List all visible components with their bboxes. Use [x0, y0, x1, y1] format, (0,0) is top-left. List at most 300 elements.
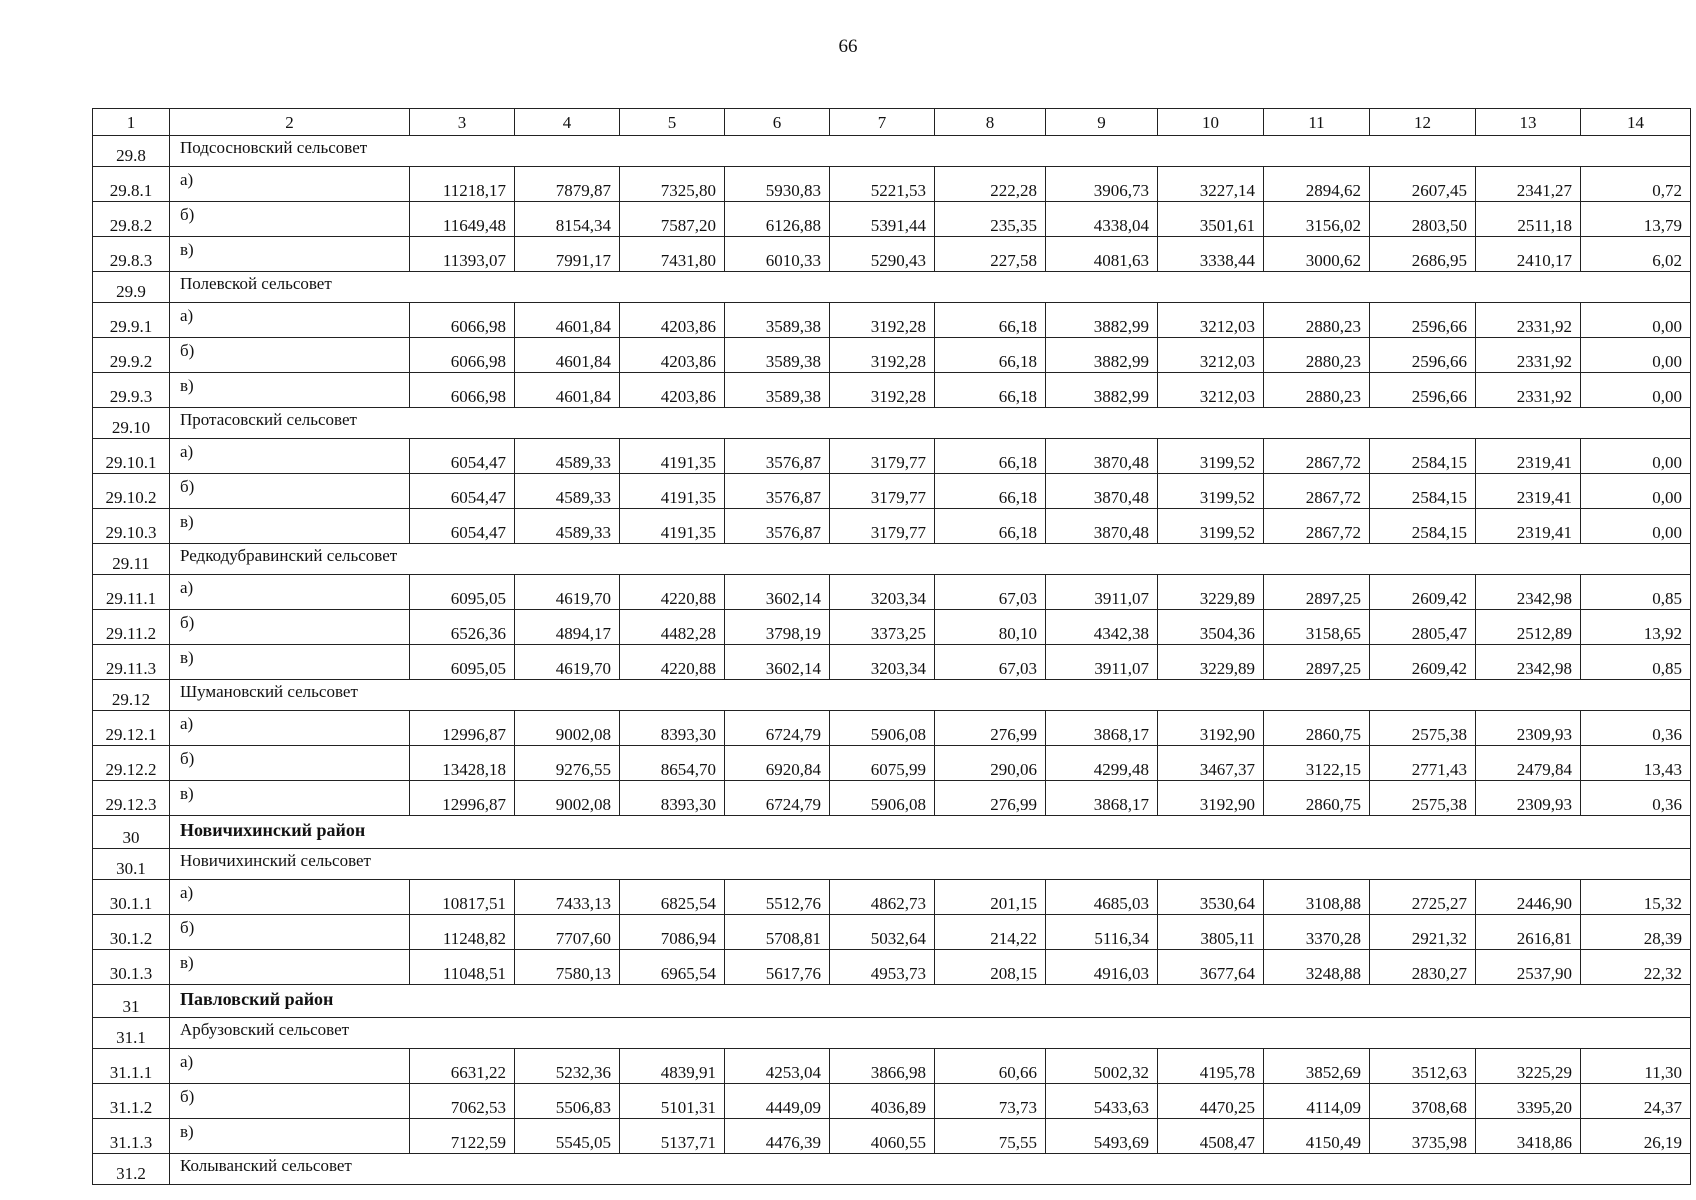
value-cell: 73,73	[935, 1084, 1046, 1119]
value-cell: 3906,73	[1046, 167, 1158, 202]
value-cell: 3212,03	[1158, 303, 1264, 338]
value-cell: 6075,99	[830, 746, 935, 781]
table-row	[93, 1049, 1691, 1084]
value-cell: 2575,38	[1370, 711, 1476, 746]
value-cell: 66,18	[935, 303, 1046, 338]
table-row	[93, 167, 1691, 202]
value-cell: 5906,08	[830, 711, 935, 746]
value-cell: 5101,31	[620, 1084, 725, 1119]
value-cell: 3602,14	[725, 645, 830, 680]
value-cell: 201,15	[935, 880, 1046, 915]
value-cell: 4508,47	[1158, 1119, 1264, 1154]
value-cell: 15,32	[1581, 880, 1691, 915]
value-cell: 3373,25	[830, 610, 935, 645]
table-row	[93, 474, 1691, 509]
row-label: а)	[170, 880, 410, 915]
table-row	[93, 1119, 1691, 1154]
settlement-title: Редкодубравинский сельсовет	[170, 544, 1691, 575]
value-cell: 2803,50	[1370, 202, 1476, 237]
value-cell: 6095,05	[410, 645, 515, 680]
value-cell: 8654,70	[620, 746, 725, 781]
row-code: 29.10.2	[93, 474, 170, 509]
value-cell: 6,02	[1581, 237, 1691, 272]
settlement-title: Колыванский сельсовет	[170, 1154, 1691, 1185]
value-cell: 2860,75	[1264, 781, 1370, 816]
value-cell: 3504,36	[1158, 610, 1264, 645]
value-cell: 4916,03	[1046, 950, 1158, 985]
value-cell: 2319,41	[1476, 509, 1581, 544]
value-cell: 6825,54	[620, 880, 725, 915]
value-cell: 6095,05	[410, 575, 515, 610]
column-number: 1	[93, 109, 170, 136]
value-cell: 4894,17	[515, 610, 620, 645]
value-cell: 9002,08	[515, 781, 620, 816]
value-cell: 4619,70	[515, 575, 620, 610]
value-cell: 3805,11	[1158, 915, 1264, 950]
value-cell: 2805,47	[1370, 610, 1476, 645]
value-cell: 276,99	[935, 711, 1046, 746]
value-cell: 4342,38	[1046, 610, 1158, 645]
value-cell: 3122,15	[1264, 746, 1370, 781]
value-cell: 0,00	[1581, 509, 1691, 544]
settlement-title: Подсосновский сельсовет	[170, 136, 1691, 167]
column-number: 14	[1581, 109, 1691, 136]
value-cell: 2584,15	[1370, 474, 1476, 509]
value-cell: 4601,84	[515, 338, 620, 373]
row-label: б)	[170, 746, 410, 781]
row-code: 29.11.2	[93, 610, 170, 645]
column-number: 3	[410, 109, 515, 136]
value-cell: 3156,02	[1264, 202, 1370, 237]
value-cell: 2596,66	[1370, 338, 1476, 373]
value-cell: 4589,33	[515, 474, 620, 509]
value-cell: 3395,20	[1476, 1084, 1581, 1119]
row-code: 30.1	[93, 849, 170, 880]
value-cell: 66,18	[935, 373, 1046, 408]
value-cell: 2309,93	[1476, 711, 1581, 746]
value-cell: 2342,98	[1476, 575, 1581, 610]
table-row	[93, 645, 1691, 680]
row-code: 29.11.1	[93, 575, 170, 610]
value-cell: 6066,98	[410, 338, 515, 373]
value-cell: 5002,32	[1046, 1049, 1158, 1084]
table-row	[93, 439, 1691, 474]
value-cell: 2897,25	[1264, 575, 1370, 610]
value-cell: 2319,41	[1476, 439, 1581, 474]
row-code: 29.10.3	[93, 509, 170, 544]
value-cell: 5221,53	[830, 167, 935, 202]
value-cell: 5493,69	[1046, 1119, 1158, 1154]
table-row	[93, 237, 1691, 272]
value-cell: 4191,35	[620, 474, 725, 509]
value-cell: 67,03	[935, 645, 1046, 680]
value-cell: 11218,17	[410, 167, 515, 202]
value-cell: 3199,52	[1158, 474, 1264, 509]
value-cell: 4601,84	[515, 303, 620, 338]
value-cell: 4220,88	[620, 575, 725, 610]
value-cell: 66,18	[935, 338, 1046, 373]
value-cell: 2537,90	[1476, 950, 1581, 985]
value-cell: 4589,33	[515, 439, 620, 474]
value-cell: 66,18	[935, 439, 1046, 474]
row-label: б)	[170, 610, 410, 645]
value-cell: 6054,47	[410, 509, 515, 544]
value-cell: 2511,18	[1476, 202, 1581, 237]
value-cell: 290,06	[935, 746, 1046, 781]
column-number: 7	[830, 109, 935, 136]
row-label: а)	[170, 1049, 410, 1084]
table-row	[93, 338, 1691, 373]
value-cell: 13,79	[1581, 202, 1691, 237]
value-cell: 12996,87	[410, 711, 515, 746]
value-cell: 5617,76	[725, 950, 830, 985]
value-cell: 5708,81	[725, 915, 830, 950]
row-label: в)	[170, 237, 410, 272]
value-cell: 3512,63	[1370, 1049, 1476, 1084]
value-cell: 0,00	[1581, 474, 1691, 509]
settlement-title: Протасовский сельсовет	[170, 408, 1691, 439]
value-cell: 13,43	[1581, 746, 1691, 781]
table-row	[93, 746, 1691, 781]
value-cell: 3530,64	[1158, 880, 1264, 915]
value-cell: 5032,64	[830, 915, 935, 950]
value-cell: 2331,92	[1476, 338, 1581, 373]
value-cell: 3866,98	[830, 1049, 935, 1084]
column-number: 5	[620, 109, 725, 136]
column-number: 11	[1264, 109, 1370, 136]
value-cell: 2607,45	[1370, 167, 1476, 202]
value-cell: 2894,62	[1264, 167, 1370, 202]
tariff-table	[92, 108, 1691, 1185]
value-cell: 0,00	[1581, 373, 1691, 408]
table-row	[93, 1084, 1691, 1119]
row-label: в)	[170, 373, 410, 408]
column-number: 9	[1046, 109, 1158, 136]
value-cell: 0,36	[1581, 711, 1691, 746]
value-cell: 3467,37	[1158, 746, 1264, 781]
table-row	[93, 303, 1691, 338]
value-cell: 2860,75	[1264, 711, 1370, 746]
district-title: Павловский район	[170, 985, 1691, 1018]
row-label: в)	[170, 645, 410, 680]
value-cell: 3179,77	[830, 509, 935, 544]
value-cell: 5137,71	[620, 1119, 725, 1154]
value-cell: 7431,80	[620, 237, 725, 272]
value-cell: 2584,15	[1370, 509, 1476, 544]
value-cell: 4060,55	[830, 1119, 935, 1154]
settlement-row	[93, 408, 1691, 439]
value-cell: 3158,65	[1264, 610, 1370, 645]
row-code: 29.10.1	[93, 439, 170, 474]
row-label: в)	[170, 950, 410, 985]
value-cell: 4253,04	[725, 1049, 830, 1084]
value-cell: 8393,30	[620, 711, 725, 746]
row-code: 29.8.3	[93, 237, 170, 272]
value-cell: 3199,52	[1158, 439, 1264, 474]
value-cell: 3179,77	[830, 439, 935, 474]
value-cell: 3882,99	[1046, 303, 1158, 338]
table-row	[93, 575, 1691, 610]
value-cell: 0,36	[1581, 781, 1691, 816]
row-code: 30	[93, 816, 170, 849]
value-cell: 2867,72	[1264, 509, 1370, 544]
row-label: а)	[170, 167, 410, 202]
value-cell: 3000,62	[1264, 237, 1370, 272]
value-cell: 0,85	[1581, 575, 1691, 610]
value-cell: 3212,03	[1158, 338, 1264, 373]
value-cell: 214,22	[935, 915, 1046, 950]
value-cell: 0,00	[1581, 303, 1691, 338]
value-cell: 4476,39	[725, 1119, 830, 1154]
value-cell: 6054,47	[410, 474, 515, 509]
page-number: 66	[838, 36, 858, 57]
row-code: 29.12.3	[93, 781, 170, 816]
value-cell: 6126,88	[725, 202, 830, 237]
row-label: в)	[170, 509, 410, 544]
value-cell: 9276,55	[515, 746, 620, 781]
value-cell: 3576,87	[725, 474, 830, 509]
value-cell: 11,30	[1581, 1049, 1691, 1084]
settlement-title: Новичихинский сельсовет	[170, 849, 1691, 880]
table-row	[93, 373, 1691, 408]
settlement-row	[93, 544, 1691, 575]
value-cell: 4203,86	[620, 303, 725, 338]
column-number: 10	[1158, 109, 1264, 136]
value-cell: 4203,86	[620, 373, 725, 408]
value-cell: 3179,77	[830, 474, 935, 509]
table-row	[93, 915, 1691, 950]
row-label: а)	[170, 711, 410, 746]
value-cell: 4482,28	[620, 610, 725, 645]
value-cell: 2596,66	[1370, 373, 1476, 408]
row-code: 29.11	[93, 544, 170, 575]
value-cell: 3589,38	[725, 338, 830, 373]
value-cell: 4839,91	[620, 1049, 725, 1084]
row-code: 29.10	[93, 408, 170, 439]
value-cell: 3199,52	[1158, 509, 1264, 544]
value-cell: 3192,90	[1158, 711, 1264, 746]
value-cell: 6066,98	[410, 373, 515, 408]
value-cell: 3418,86	[1476, 1119, 1581, 1154]
value-cell: 3192,90	[1158, 781, 1264, 816]
value-cell: 2867,72	[1264, 439, 1370, 474]
row-code: 29.9.3	[93, 373, 170, 408]
value-cell: 227,58	[935, 237, 1046, 272]
value-cell: 5116,34	[1046, 915, 1158, 950]
row-code: 30.1.3	[93, 950, 170, 985]
value-cell: 3192,28	[830, 338, 935, 373]
table-row	[93, 509, 1691, 544]
value-cell: 2309,93	[1476, 781, 1581, 816]
row-code: 30.1.2	[93, 915, 170, 950]
value-cell: 5506,83	[515, 1084, 620, 1119]
value-cell: 2880,23	[1264, 373, 1370, 408]
value-cell: 3882,99	[1046, 338, 1158, 373]
row-code: 29.8.1	[93, 167, 170, 202]
value-cell: 22,32	[1581, 950, 1691, 985]
row-label: б)	[170, 338, 410, 373]
value-cell: 80,10	[935, 610, 1046, 645]
value-cell: 6054,47	[410, 439, 515, 474]
row-code: 29.9	[93, 272, 170, 303]
table-row	[93, 781, 1691, 816]
value-cell: 208,15	[935, 950, 1046, 985]
value-cell: 5906,08	[830, 781, 935, 816]
value-cell: 7122,59	[410, 1119, 515, 1154]
value-cell: 4338,04	[1046, 202, 1158, 237]
value-cell: 9002,08	[515, 711, 620, 746]
value-cell: 3868,17	[1046, 781, 1158, 816]
row-label: а)	[170, 303, 410, 338]
value-cell: 8154,34	[515, 202, 620, 237]
value-cell: 3870,48	[1046, 474, 1158, 509]
value-cell: 2686,95	[1370, 237, 1476, 272]
value-cell: 2584,15	[1370, 439, 1476, 474]
value-cell: 2596,66	[1370, 303, 1476, 338]
value-cell: 222,28	[935, 167, 1046, 202]
value-cell: 3108,88	[1264, 880, 1370, 915]
row-code: 29.9.2	[93, 338, 170, 373]
value-cell: 0,85	[1581, 645, 1691, 680]
value-cell: 4195,78	[1158, 1049, 1264, 1084]
value-cell: 7325,80	[620, 167, 725, 202]
value-cell: 2616,81	[1476, 915, 1581, 950]
row-label: б)	[170, 474, 410, 509]
value-cell: 2830,27	[1370, 950, 1476, 985]
row-label: б)	[170, 202, 410, 237]
table-row	[93, 880, 1691, 915]
value-cell: 2609,42	[1370, 575, 1476, 610]
row-code: 30.1.1	[93, 880, 170, 915]
value-cell: 3229,89	[1158, 575, 1264, 610]
value-cell: 3576,87	[725, 509, 830, 544]
settlement-row	[93, 136, 1691, 167]
value-cell: 2867,72	[1264, 474, 1370, 509]
value-cell: 4150,49	[1264, 1119, 1370, 1154]
value-cell: 2880,23	[1264, 303, 1370, 338]
value-cell: 5391,44	[830, 202, 935, 237]
value-cell: 11048,51	[410, 950, 515, 985]
value-cell: 3370,28	[1264, 915, 1370, 950]
district-title: Новичихинский район	[170, 816, 1691, 849]
row-code: 29.12.2	[93, 746, 170, 781]
column-number: 4	[515, 109, 620, 136]
value-cell: 3852,69	[1264, 1049, 1370, 1084]
district-row	[93, 816, 1691, 849]
value-cell: 3868,17	[1046, 711, 1158, 746]
value-cell: 3501,61	[1158, 202, 1264, 237]
value-cell: 10817,51	[410, 880, 515, 915]
value-cell: 7580,13	[515, 950, 620, 985]
value-cell: 5512,76	[725, 880, 830, 915]
row-label: б)	[170, 915, 410, 950]
value-cell: 2880,23	[1264, 338, 1370, 373]
value-cell: 2512,89	[1476, 610, 1581, 645]
value-cell: 26,19	[1581, 1119, 1691, 1154]
value-cell: 3870,48	[1046, 509, 1158, 544]
row-code: 29.9.1	[93, 303, 170, 338]
table-row	[93, 950, 1691, 985]
value-cell: 6724,79	[725, 781, 830, 816]
settlement-title: Шумановский сельсовет	[170, 680, 1691, 711]
row-code: 29.8.2	[93, 202, 170, 237]
value-cell: 0,00	[1581, 439, 1691, 474]
value-cell: 5433,63	[1046, 1084, 1158, 1119]
value-cell: 4114,09	[1264, 1084, 1370, 1119]
value-cell: 4191,35	[620, 439, 725, 474]
settlement-title: Полевской сельсовет	[170, 272, 1691, 303]
value-cell: 2575,38	[1370, 781, 1476, 816]
value-cell: 3589,38	[725, 303, 830, 338]
column-number: 6	[725, 109, 830, 136]
row-code: 29.12.1	[93, 711, 170, 746]
row-code: 29.12	[93, 680, 170, 711]
value-cell: 13428,18	[410, 746, 515, 781]
value-cell: 7086,94	[620, 915, 725, 950]
value-cell: 3229,89	[1158, 645, 1264, 680]
value-cell: 3203,34	[830, 575, 935, 610]
value-cell: 3870,48	[1046, 439, 1158, 474]
value-cell: 3192,28	[830, 373, 935, 408]
value-cell: 2921,32	[1370, 915, 1476, 950]
value-cell: 3212,03	[1158, 373, 1264, 408]
value-cell: 28,39	[1581, 915, 1691, 950]
value-cell: 75,55	[935, 1119, 1046, 1154]
value-cell: 3203,34	[830, 645, 935, 680]
table-row	[93, 711, 1691, 746]
value-cell: 3248,88	[1264, 950, 1370, 985]
row-code: 29.8	[93, 136, 170, 167]
value-cell: 4470,25	[1158, 1084, 1264, 1119]
value-cell: 3225,29	[1476, 1049, 1581, 1084]
value-cell: 3192,28	[830, 303, 935, 338]
value-cell: 4220,88	[620, 645, 725, 680]
settlement-title: Арбузовский сельсовет	[170, 1018, 1691, 1049]
value-cell: 60,66	[935, 1049, 1046, 1084]
value-cell: 235,35	[935, 202, 1046, 237]
table-row	[93, 202, 1691, 237]
value-cell: 2897,25	[1264, 645, 1370, 680]
row-label: а)	[170, 575, 410, 610]
value-cell: 7991,17	[515, 237, 620, 272]
value-cell: 5545,05	[515, 1119, 620, 1154]
row-code: 31.2	[93, 1154, 170, 1185]
value-cell: 2771,43	[1370, 746, 1476, 781]
value-cell: 11248,82	[410, 915, 515, 950]
value-cell: 6965,54	[620, 950, 725, 985]
value-cell: 2319,41	[1476, 474, 1581, 509]
value-cell: 8393,30	[620, 781, 725, 816]
table-row	[93, 610, 1691, 645]
row-label: в)	[170, 781, 410, 816]
value-cell: 6631,22	[410, 1049, 515, 1084]
value-cell: 3882,99	[1046, 373, 1158, 408]
value-cell: 12996,87	[410, 781, 515, 816]
value-cell: 7587,20	[620, 202, 725, 237]
row-label: а)	[170, 439, 410, 474]
value-cell: 3735,98	[1370, 1119, 1476, 1154]
value-cell: 4862,73	[830, 880, 935, 915]
row-label: б)	[170, 1084, 410, 1119]
row-code: 31.1	[93, 1018, 170, 1049]
value-cell: 6066,98	[410, 303, 515, 338]
value-cell: 7062,53	[410, 1084, 515, 1119]
value-cell: 4449,09	[725, 1084, 830, 1119]
value-cell: 2725,27	[1370, 880, 1476, 915]
value-cell: 11393,07	[410, 237, 515, 272]
value-cell: 2331,92	[1476, 303, 1581, 338]
value-cell: 4619,70	[515, 645, 620, 680]
